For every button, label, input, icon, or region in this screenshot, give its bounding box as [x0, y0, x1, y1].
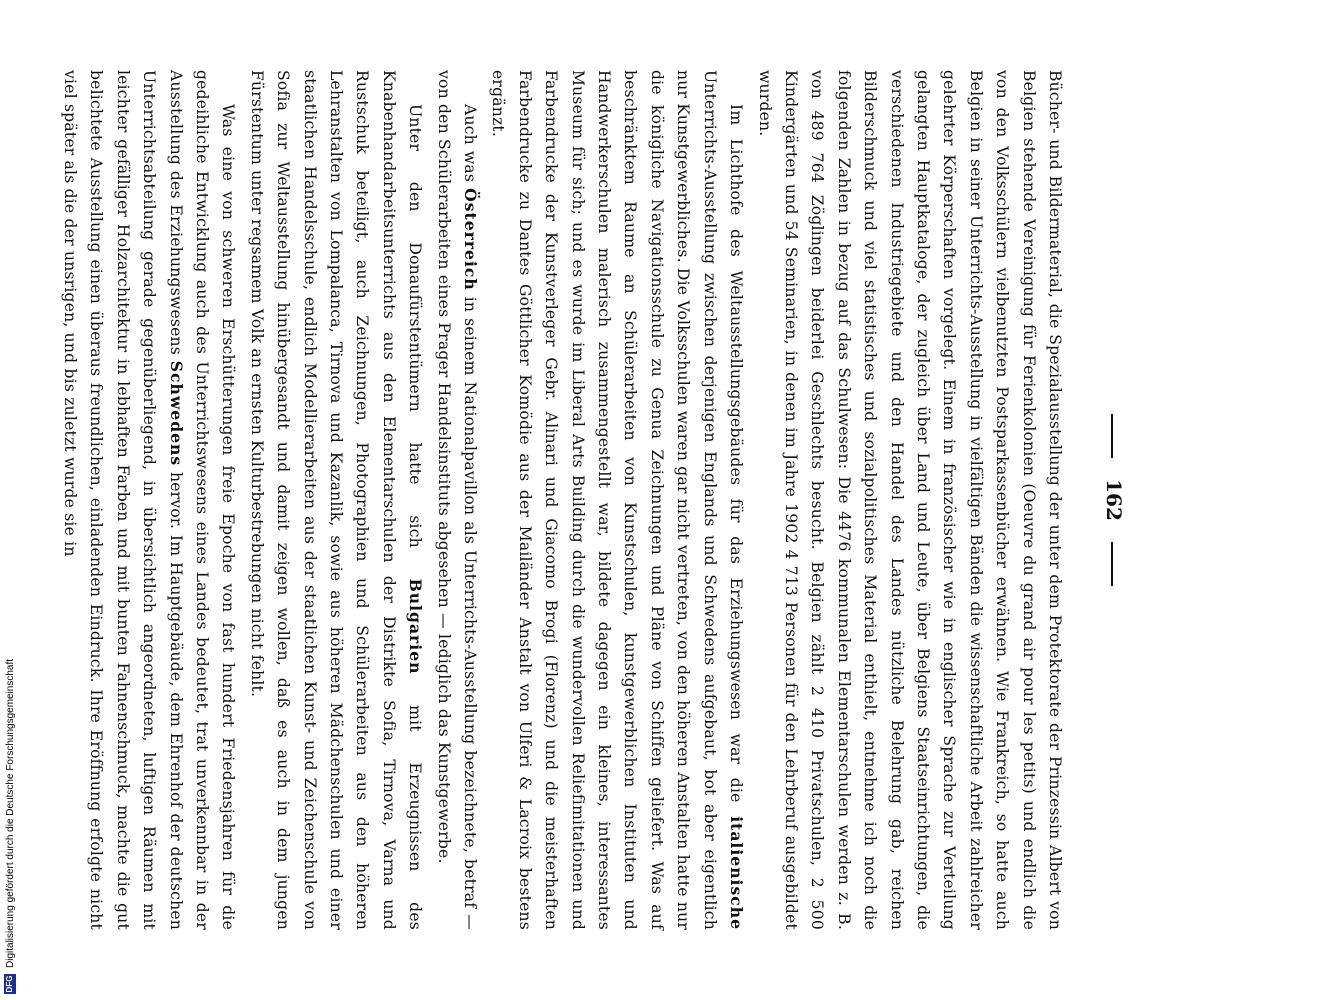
paragraph-text: Unterrichts-Ausstellung zwischen derjenigen Englands und Schwedens aufgebaut, bot aber eigentlich nur Kunstgewerbliches. Die Volksschulen waren gar nicht vertreten, von den höheren Anstalten hatte nur die königliche Navigationsschule zu Genua Zeichnungen und Pläne von Schiffen geliefert. Was auf beschränktem Raume an Schülerarbeiten von Kunstschulen, kunstgewerblichen Instituten und Handwerkerschulen malerisch zusammengestellt war, bildete dagegen ein kleines, interessantes Museum für sich; und es wurde im Liberal Arts Building durch die wundervollen Reliefimitationen und Farbendrucke der Kunstverleger Gebr. Alinari und Giacomo Brogi (Florenz) und die meisterhaften Farbendrucke zu Dantes Göttlicher Komödie aus der Mailänder Anstalt von Ulferi & Lacroix bestens ergänzt. [489, 70, 719, 930]
book-page [60, 50, 1132, 950]
highlighted-country-name: italienische [727, 816, 747, 930]
paragraph [57, 70, 242, 930]
paragraph [485, 70, 749, 930]
paragraph-text: Was eine von schweren Erschütterungen freie Epoche von fast hundert Friedensjahren für die gedeihliche Entwicklung auch des Unterrichtswesens eines Landes bedeutet, trat unverkennbar in der Ausstellung des Erziehungswesens [166, 70, 238, 930]
paragraph [751, 70, 1068, 930]
credit-line [4, 0, 16, 1000]
paragraph [243, 70, 428, 930]
paragraph-text: mit Erzeugnissen des Knabenhandarbeitsunterrichts aus den Elementarschulen der Distrikte Sofia, Tirnova, Varna und Rustschuk beteiligt, auch Zeichnungen, Photographien und Schülerarbeiten aus den höheren Lehranstalten von Lompalanca, Tirnova und Kazanlik, sowie aus höheren Mädchenschulen und einer staatlichen Handelsschule, endlich Modellierarbeiten aus der staatlichen Kunst- und Zeichenschule von Sofia zur Weltausstellung hinübergesandt und damit zeigen wollen, daß es auch in dem jungen Fürstentum unter regsamem Volk an ernsten Kulturbestrebungen nicht fehlt. [247, 70, 425, 930]
header-rule-left [1112, 414, 1114, 458]
paragraph-text: Auch was [461, 104, 480, 189]
paragraph-text: hervor. Im Hauptgebäude, dem Ehrenhof der deutschen Unterrichtsabteilung gerade gegenüberliegend, in übersichtlich angeordneten, luftigen Räumen mit leichter gefälliger Holzarchitektur in lebhaften Farben und mit bunten Fahnenschmuck, machte die gut belichtete Ausstellung einen überaus freundlichen, einladenden Eindruck. Ihre Eröffnung erfolgte nicht viel später als die der unsrigen, und bis zuletzt wurde sie in [60, 70, 185, 931]
digitization-credit [0, 0, 20, 1000]
highlighted-country-name: Schwedens [166, 360, 186, 467]
highlighted-country-name: Österreich [461, 188, 481, 291]
paragraph-text: Bücher- und Bildermaterial, die Spezialausstellung der unter dem Protektorate der Prinzessin Albert von Belgien stehende Vereinigung für Ferienkolonien (Oeuvre du grand air pour les petits) und endlich die von den Volksschülern vielbenutzten Postsparkassenbücher erwähnen. Wie Frankreich, so hatte auch Belgien in seiner Unterrichts-Ausstellung in vielfältigen Bänden die wissenschaftliche Arbeit zahlreicher gelehrter Körperschaften vorgelegt. Einem in französischer wie in englischer Sprache zur Verteilung gelangten Hauptkataloge, der zugleich über Land und Leute, über Belgiens Staatseinrichtungen, die verschiedenen Industriegebiete und den Handel des Landes nützliche Belehrung gab, reichen Bilderschmuck und viel statistisches und sozialpolitisches Material enthielt, entnehme ich noch die folgenden Zahlen in bezug auf das Schulwesen: Die 4476 kommunalen Elementarschulen werden z. B. von 489 764 Zöglingen beiderlei Geschlechts besucht. Belgien zählt 2 410 Privatschulen, 2 500 Kindergärten und 54 Seminarien, in denen im Jahre 1902 4 713 Personen für den Lehrberuf ausgebildet wurden. [755, 70, 1064, 930]
paragraph-text: Im Lichthofe des Weltausstellungsgebäudes für das Erziehungswesen war die [727, 104, 746, 817]
header-rule-right [1112, 542, 1114, 586]
page-number-header [1102, 50, 1126, 950]
body-text [57, 70, 1072, 930]
paragraph [430, 70, 483, 930]
highlighted-country-name: Bulgarien [406, 578, 426, 675]
paragraph-text: Unter den Donaufürstentümern hatte sich [406, 104, 425, 579]
paragraph-text: in seinem Nationalpavillon als Unterrichts-Ausstellung bezeichnete, betraf — von den Schülerarbeiten eines Prager Handelsinstituts abgesehen — lediglich das Kunstgewerbe. [434, 70, 480, 930]
dfg-logo-icon: DFG [5, 975, 14, 993]
credit-text: Digitalisierung gefördert durch die Deutsche Forschungsgemeinschaft [4, 658, 16, 968]
page-number: 162 [1102, 479, 1126, 521]
